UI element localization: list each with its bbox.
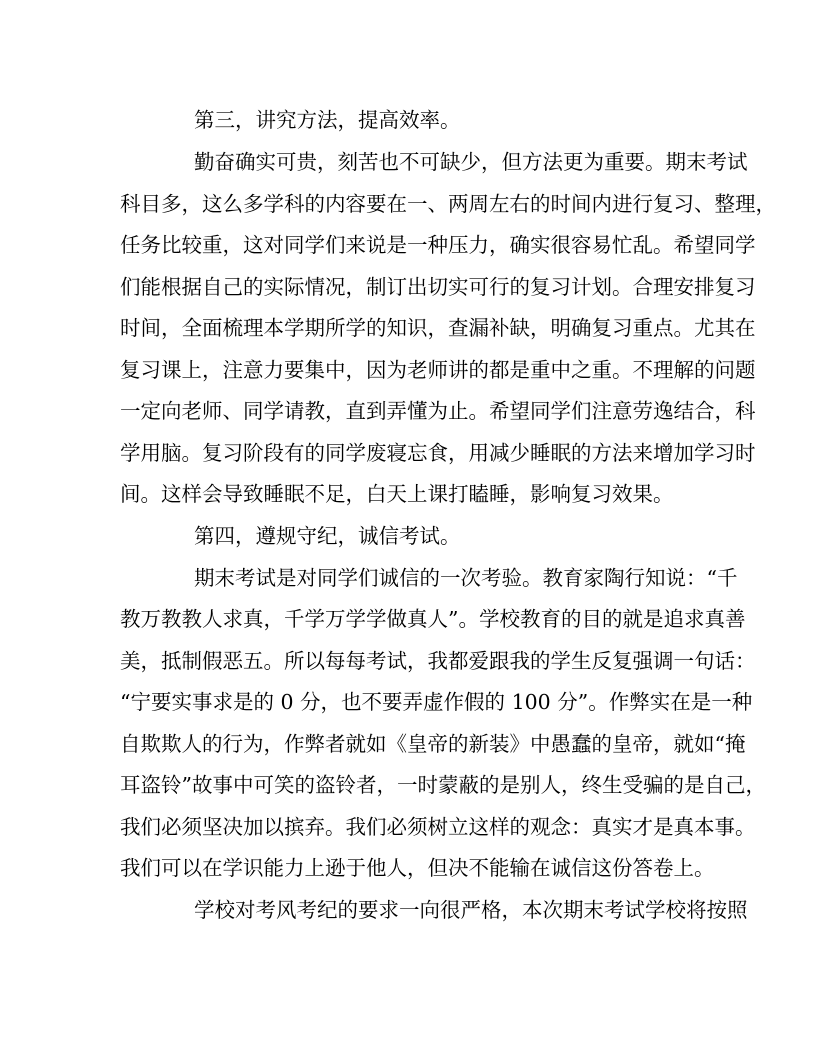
paragraph-line: 时间，全面梳理本学期所学的知识，查漏补缺，明确复习重点。尤其在	[120, 316, 756, 340]
paragraph-line: 复习课上，注意力要集中，因为老师讲的都是重中之重。不理解的问题	[120, 358, 756, 382]
paragraph-line: 学校对考风考纪的要求一向很严格，本次期末考试学校将按照	[194, 898, 748, 922]
paragraph-line: 美，抵制假恶五。所以每每考试，我都爱跟我的学生反复强调一句话：	[120, 649, 756, 673]
paragraph-line: 自欺欺人的行为，作弊者就如《皇帝的新装》中愚蠢的皇帝，就如“掩	[120, 732, 746, 756]
paragraph-line: 勤奋确实可贵，刻苦也不可缺少，但方法更为重要。期末考试	[194, 150, 748, 174]
paragraph-line: 学用脑。复习阶段有的同学废寝忘食，用减少睡眠的方法来增加学习时	[120, 441, 756, 465]
paragraph-line: 任务比较重，这对同学们来说是一种压力，确实很容易忙乱。希望同学	[120, 233, 756, 257]
section-heading-four: 第四，遵规守纪，诚信考试。	[194, 524, 461, 548]
paragraph-line: 耳盗铃”故事中可笑的盗铃者，一时蒙蔽的是别人，终生受骗的是自己，	[120, 773, 766, 797]
paragraph-line: 我们必须坚决加以摈弃。我们必须树立这样的观念：真实才是真本事。	[120, 815, 756, 839]
paragraph-line: 一定向老师、同学请教，直到弄懂为止。希望同学们注意劳逸结合，科	[120, 399, 756, 423]
paragraph-line: 我们可以在学识能力上逊于他人，但决不能输在诚信这份答卷上。	[120, 856, 715, 880]
paragraph-line: 科目多，这么多学科的内容要在一、两周左右的时间内进行复习、整理，	[120, 192, 776, 216]
paragraph-line: 们能根据自己的实际情况，制订出切实可行的复习计划。合理安排复习	[120, 275, 756, 299]
paragraph-line: “宁要实事求是的 0 分，也不要弄虚作假的 100 分”。作弊实在是一种	[120, 690, 753, 714]
paragraph-line: 间。这样会导致睡眠不足，白天上课打瞌睡，影响复习效果。	[120, 482, 674, 506]
section-heading-three: 第三，讲究方法，提高效率。	[194, 108, 461, 132]
paragraph-line: 期末考试是对同学们诚信的一次考验。教育家陶行知说：“千	[194, 566, 738, 590]
paragraph-line: 教万教教人求真，千学万学学做真人”。学校教育的目的就是追求真善	[120, 607, 746, 631]
